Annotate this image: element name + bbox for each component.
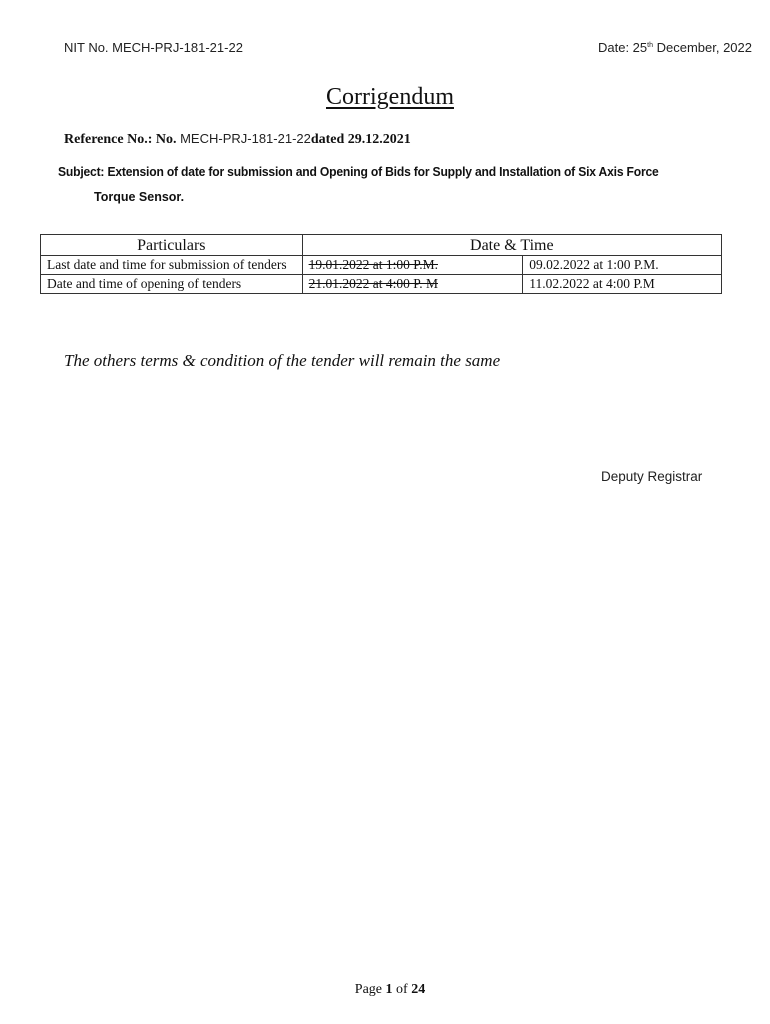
- subject-continuation: Torque Sensor.: [94, 190, 185, 204]
- row-new-date: 09.02.2022 at 1:00 P.M.: [523, 256, 722, 275]
- corrigendum-table: [40, 234, 722, 294]
- row-old-date: 19.01.2022 at 1:00 P.M.: [302, 256, 523, 275]
- reference-dated: dated 29.12.2021: [310, 132, 411, 147]
- signatory: Deputy Registrar: [601, 469, 703, 484]
- nit-number: NIT No. MECH-PRJ-181-21-22: [64, 40, 243, 55]
- terms-note: The others terms & condition of the tender will remain the same: [64, 351, 501, 370]
- row-old-date: 21.01.2022 at 4:00 P. M: [302, 275, 523, 294]
- date-prefix: Date: 25: [597, 40, 648, 55]
- page-total: 24: [411, 982, 426, 997]
- page-title: Corrigendum: [326, 84, 454, 110]
- date-suffix: December, 2022: [652, 40, 752, 55]
- date-superscript: th: [647, 42, 653, 49]
- header-date: [598, 40, 752, 55]
- table-row: [41, 256, 722, 275]
- reference-line: [64, 130, 411, 148]
- row-new-date: 11.02.2022 at 4:00 P.M: [523, 275, 722, 294]
- row-particular: Date and time of opening of tenders: [41, 275, 303, 294]
- subject-line: Subject: Extension of date for submission and Opening of Bids for Supply and Installation of Six Axis Force: [58, 165, 659, 179]
- header-particulars: Particulars: [41, 235, 303, 256]
- of-label: of: [392, 982, 412, 997]
- header-date-time: Date & Time: [302, 235, 721, 256]
- row-particular: Last date and time for submission of tenders: [41, 256, 303, 275]
- page-current: 1: [385, 982, 393, 997]
- reference-label: Reference No.: No.: [64, 132, 177, 147]
- page-label: Page: [354, 982, 386, 997]
- table-header-row: [41, 235, 722, 256]
- page-footer: [0, 982, 770, 998]
- table-row: [41, 275, 722, 294]
- reference-number: MECH-PRJ-181-21-22: [176, 131, 311, 146]
